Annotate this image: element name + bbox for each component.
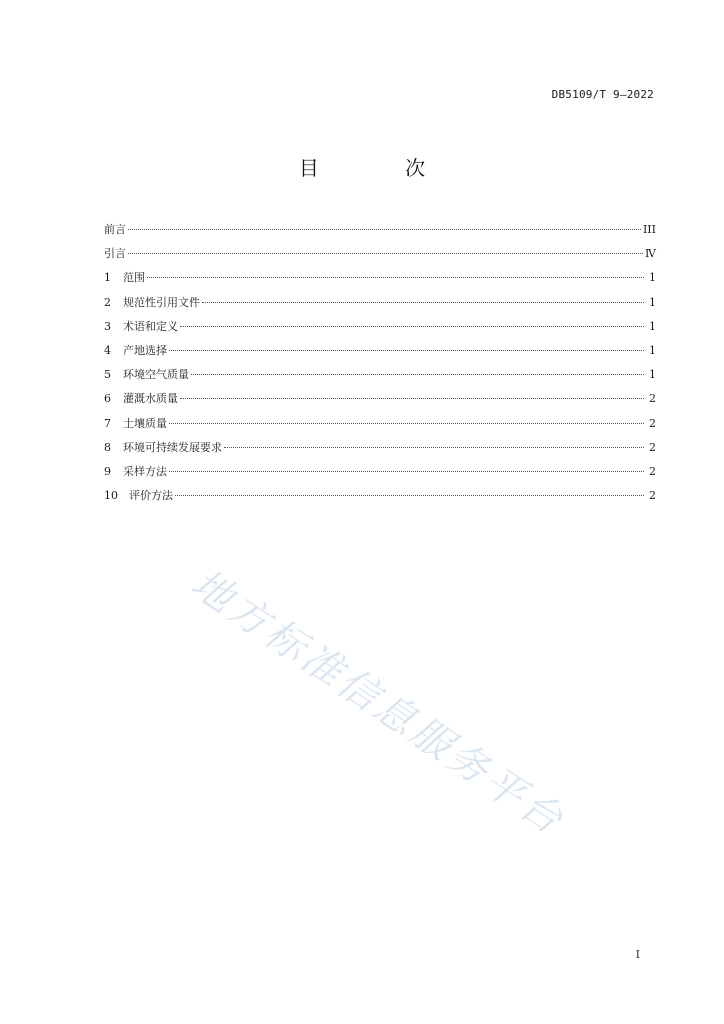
toc-entry-8[interactable]: [104, 439, 656, 463]
toc-entry-1[interactable]: [104, 269, 656, 293]
toc-entry-number: 4: [104, 343, 111, 357]
toc-entry-label: 环境空气质量: [123, 368, 189, 382]
toc-entry-page: 2: [649, 392, 656, 406]
toc-dot-leader: [180, 326, 644, 327]
toc-entry-introduction[interactable]: [104, 245, 656, 269]
toc-entry-number: 7: [104, 416, 111, 430]
document-code: DB5109/T 9—2022: [551, 88, 654, 101]
toc-entry-label: 产地选择: [123, 343, 167, 357]
toc-entry-label: 灌溉水质量: [123, 392, 178, 406]
toc-title: 目 次: [298, 156, 466, 180]
toc-entry-page: 1: [649, 271, 656, 285]
toc-entry-2[interactable]: [104, 294, 656, 318]
toc-entry-number: 9: [104, 464, 111, 478]
toc-dot-leader: [180, 398, 644, 399]
toc-dot-leader: [128, 229, 641, 230]
watermark: 地方标准信息服务平台: [182, 560, 574, 845]
toc-dot-leader: [147, 277, 644, 278]
toc-entry-number: 8: [104, 440, 111, 454]
toc-entry-page: 1: [649, 368, 656, 382]
toc-dot-leader: [128, 253, 643, 254]
toc-entry-number: 10: [104, 489, 118, 503]
toc-entry-page: III: [642, 223, 656, 236]
toc-entry-page: 1: [649, 319, 656, 333]
toc-entry-page: 1: [649, 295, 656, 309]
toc-entry-10[interactable]: [104, 487, 656, 511]
toc-entry-6[interactable]: [104, 390, 656, 414]
toc-entry-page: 2: [649, 440, 656, 454]
toc-entry-label: 前言: [104, 223, 126, 236]
toc-entry-4[interactable]: [104, 342, 656, 366]
toc-entry-number: 3: [104, 319, 111, 333]
toc-entry-label: 范围: [123, 271, 145, 285]
toc-dot-leader: [169, 423, 644, 424]
toc-entry-label: 采样方法: [123, 464, 167, 478]
toc-entry-number: 5: [104, 368, 111, 382]
toc-entry-7[interactable]: [104, 415, 656, 439]
toc-dot-leader: [191, 374, 644, 375]
toc-entry-page: 2: [649, 489, 656, 503]
toc-entry-page: Ⅳ: [645, 247, 656, 261]
toc-entry-foreword[interactable]: [104, 221, 656, 245]
toc-list: [104, 221, 656, 511]
toc-entry-label: 术语和定义: [123, 319, 178, 333]
toc-dot-leader: [169, 350, 644, 351]
toc-entry-3[interactable]: [104, 318, 656, 342]
toc-entry-number: 1: [104, 271, 111, 285]
toc-entry-label: 规范性引用文件: [123, 295, 200, 309]
toc-dot-leader: [175, 495, 644, 496]
toc-entry-number: 2: [104, 295, 111, 309]
toc-entry-label: 土壤质量: [123, 416, 167, 430]
toc-entry-page: 2: [649, 416, 656, 430]
toc-entry-page: 2: [649, 464, 656, 478]
page-number: I: [635, 948, 640, 961]
toc-dot-leader: [202, 302, 644, 303]
toc-entry-number: 6: [104, 392, 111, 406]
toc-dot-leader: [169, 471, 644, 472]
toc-entry-label: 评价方法: [129, 489, 173, 503]
toc-entry-5[interactable]: [104, 366, 656, 390]
toc-entry-label: 环境可持续发展要求: [123, 440, 222, 454]
toc-entry-label: 引言: [104, 247, 126, 261]
toc-dot-leader: [224, 447, 644, 448]
toc-entry-9[interactable]: [104, 463, 656, 487]
toc-entry-page: 1: [649, 343, 656, 357]
